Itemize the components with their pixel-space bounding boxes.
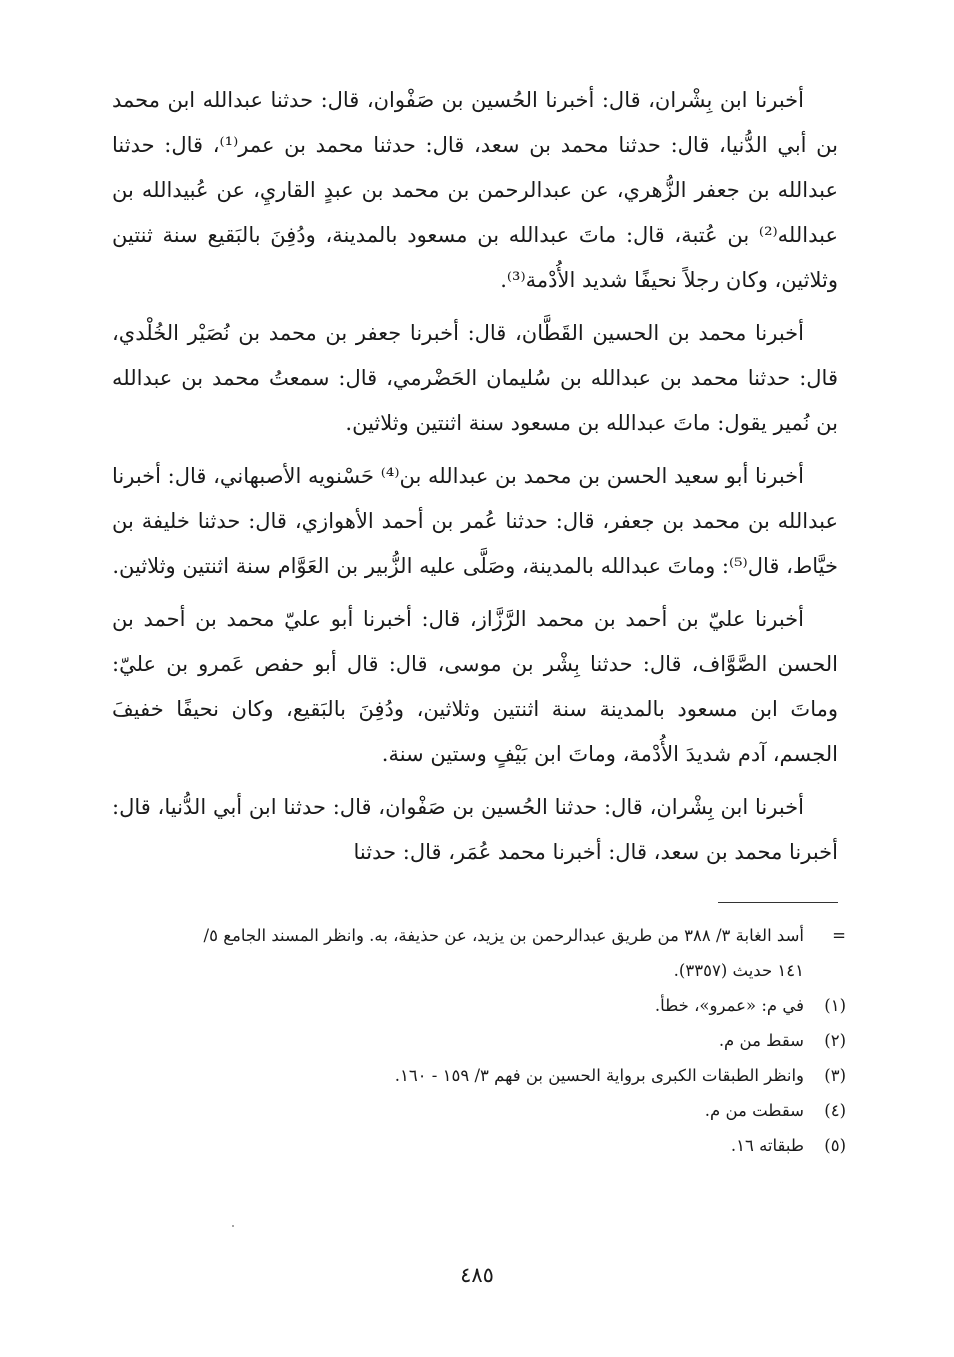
footnote-continuation bbox=[200, 918, 846, 988]
footnote-marker: (٥) bbox=[824, 1136, 846, 1155]
footnote-item bbox=[200, 1023, 846, 1058]
footnote-marker: = bbox=[832, 926, 846, 945]
footnote-divider bbox=[718, 902, 838, 903]
footnote-marker: (٤) bbox=[824, 1101, 846, 1120]
paragraph: أخبرنا محمد بن الحسين القَطَّان، قال: أخبرنا جعفر بن محمد بن نُصَيْر الخُلْدي، قال: حدثنا محمد بن عبدالله بن سُليمان الحَضْرمي، قال: سمعتُ محمد بن عبدالله بن نُمير يقول: ماتَ عبدالله بن مسعود سنة اثنتين وثلاثين. bbox=[112, 321, 838, 435]
paragraph: أخبرنا عليّ بن أحمد بن محمد الرَّزَّاز، قال: أخبرنا أبو عليّ محمد بن أحمد بن الحسن الصَّوَّاف، قال: حدثنا بِشْر بن موسى، قال: قال أبو حفص عَمرو بن عليّ: وماتَ ابن مسعود بالمدينة سنة اثنتين وثلاثين، ودُفِنَ بالبَقيع، وكان نحيفًا خفيفَ الجسم، آدم شديدَ الأُدْمة، وماتَ ابن بَيْفٍ وستين سنة. bbox=[112, 607, 838, 766]
page-number: ٤٨٥ bbox=[460, 1263, 494, 1287]
footnote-item bbox=[200, 1058, 846, 1093]
footnote-text: وانظر الطبقات الكبرى برواية الحسين بن فهم ٣/ ١٥٩ - ١٦٠. bbox=[394, 1066, 804, 1085]
footnotes-section bbox=[200, 918, 846, 1163]
footnote-text: سقطت من م. bbox=[704, 1101, 804, 1120]
paragraph: أخبرنا ابن بِشْران، قال: أخبرنا الحُسين بن صَفْوان، قال: حدثنا عبدالله ابن محمد بن أبي الدُّنيا، قال: حدثنا محمد بن سعد، قال: حدثنا محمد بن عمر⁽¹⁾، قال: حدثنا عبدالله بن جعفر الزُّهري، عن عبدالرحمن بن محمد بن عبدٍ القاريِ، عن عُبيدالله بن عبدالله⁽²⁾ بن عُتبة، قال: ماتَ عبدالله بن مسعود بالمدينة، ودُفِنَ بالبَقيع سنة ثنتين وثلاثين، وكان رجلاً نحيفًا شديد الأُدْمة⁽³⁾. bbox=[112, 88, 839, 292]
footnote-text: أسد الغابة ٣/ ٣٨٨ من طريق عبدالرحمن بن يزيد، عن حذيفة، به. وانظر المسند الجامع ٥/ ١٤١ حديث (٣٣٥٧). bbox=[203, 926, 804, 980]
paragraph: أخبرنا ابن بِشْران، قال: حدثنا الحُسين بن صَفْوان، قال: حدثنا ابن أبي الدُّنيا، قال: أخبرنا محمد بن سعد، قال: أخبرنا محمد عُمَر، قال: حدثنا bbox=[112, 795, 838, 864]
footnote-marker: (٢) bbox=[824, 1031, 846, 1050]
footnote-text: سقط من م. bbox=[718, 1031, 804, 1050]
footnote-item bbox=[200, 1128, 846, 1163]
footnote-marker: (٣) bbox=[824, 1066, 846, 1085]
scan-speck bbox=[232, 1225, 234, 1227]
footnote-item bbox=[200, 1093, 846, 1128]
footnote-marker: (١) bbox=[824, 996, 846, 1015]
footnote-item bbox=[200, 988, 846, 1023]
footnote-text: في م: «عمرو»، خطأ. bbox=[654, 996, 804, 1015]
paragraph: أخبرنا أبو سعيد الحسن بن محمد بن عبدالله بن⁽⁴⁾ حَسْنويه الأصبهاني، قال: أخبرنا عبدالله بن محمد بن جعفر، قال: حدثنا عُمر بن أحمد الأهوازي، قال: حدثنا خليفة بن خيَّاط، قال⁽⁵⁾: وماتَ عبدالله بالمدينة، وصَلَّى عليه الزُّبير بن العَوَّام سنة اثنتين وثلاثين. bbox=[112, 464, 838, 578]
footnote-text: طبقاته ١٦. bbox=[730, 1136, 804, 1155]
main-text-body bbox=[112, 78, 838, 883]
